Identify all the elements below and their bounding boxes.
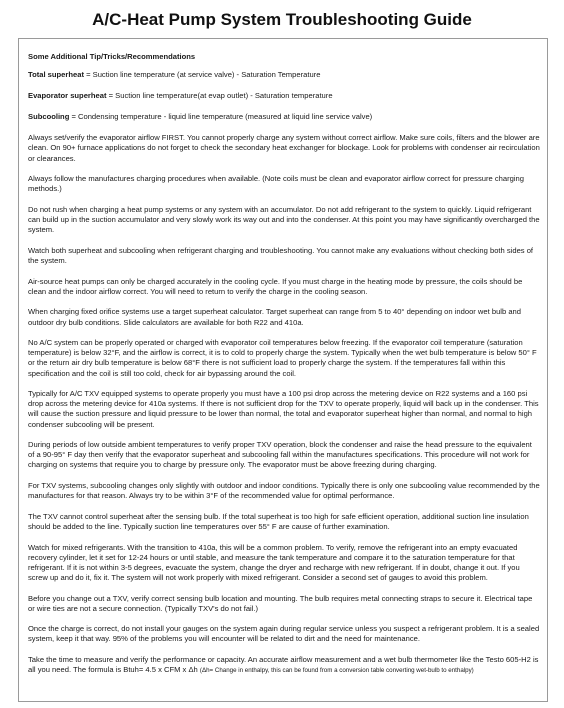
definition-text: = Suction line temperature (at service valve) - Saturation Temperature — [83, 70, 321, 80]
paragraph-sealed-system: Once the charge is correct, do not install your gauges on the system again during regular service unless you suspect a refrigerant problem. It is a sealed system, keep it that way. 95% of the problems you will encounter will be related to dirt and the need for maintenance. — [28, 624, 540, 644]
paragraph-manufacturer-procedures: Always follow the manufactures charging procedures when available. (Note coils must be clean and evaporator airflow correct for pressure charging methods.) — [28, 174, 524, 194]
paragraph-freezing: No A/C system can be properly operated or charged with evaporator coil temperatures below freezing. If the evaporator coil temperature (saturation temperature) is below 32°F, and the airflow is correct, it is to cold to properly charge the system. Typically when the wet bulb temperature is below 50° F or the return air dry bulb temperature is below 68°F there is not sufficient load to properly charge the system. If the temperatures fall within this specification and the coil is still too cold, check for air bypassing around the coil. — [28, 338, 537, 378]
section-heading: Some Additional Tip/Tricks/Recommendations — [28, 52, 196, 61]
paragraph-mixed-refrigerants: Watch for mixed refrigerants. With the transition to 410a, this will be a common problem. To verify, remove the refrigerant into an empty evacuated recovery cylinder, let it set for 12-24 hours or until stable, and measure the tank temperature and compare it to the saturation temperature for that refrigerant. If it is not within 3-5 degrees, evacuate the system, change the dryer and recharge with new refrigerant. If in doubt, change it out. If you screw up and do it, fix it. The system will not work properly with mixed refrigerant. Consider a second set of gauges to avoid this problem. — [28, 542, 520, 582]
definition-text: = Condensing temperature - liquid line temperature (measured at liquid line service valve) — [69, 112, 373, 122]
content-area — [28, 52, 540, 676]
paragraph-txv-bulb-mounting: Before you change out a TXV, verify correct sensing bulb location and mounting. The bulb requires metal connecting straps to secure it. Electrical tape or wire ties are not a secure connection. (Typically TXV's do not fail.) — [28, 593, 533, 613]
paragraph-cooling-cycle: Air-source heat pumps can only be charged accurately in the cooling cycle. If you must charge in the heating mode by pressure, the coils should be clean and the indoor airflow correct. You will need to return to verify the charge in the cooling season. — [28, 276, 523, 296]
paragraph-capacity — [28, 655, 540, 676]
paragraph-sensing-bulb-superheat: The TXV cannot control superheat after the sensing bulb. If the total superheat is too high for safe efficient operation, additional suction line insulation should be added to the line. Typically suction line temperatures over 55° F are cause of further examination. — [28, 511, 529, 531]
enthalpy-note: (Δh= Change in enthalpy, this can be found from a conversion table converting wet-bulb to enthalpy) — [199, 667, 474, 675]
definition-term: Evaporator superheat — [28, 91, 107, 101]
definition-total-superheat — [28, 70, 540, 80]
definition-term: Total superheat — [28, 70, 84, 80]
capacity-text: Take the time to measure and verify the performance or capacity. An accurate airflow measurement and a wet bulb thermometer like the Testo 605-H2 is all you need. The formula is Btuh= 4.5 x CFM x Δh — [28, 655, 539, 675]
page-title: A/C-Heat Pump System Troubleshooting Guide — [92, 10, 472, 29]
paragraph-txv-subcooling: For TXV systems, subcooling changes only slightly with outdoor and indoor conditions. Typically there is only one subcooling value recommended by the manufactures for that reason. Always try to be within 3°F of the recommended value for optimal performance. — [28, 481, 540, 501]
paragraph-txv-pressure-drop: Typically for A/C TXV equipped systems to operate properly you must have a 100 psi drop across the metering device on R22 systems and a 160 psi drop across the metering device for 410a systems. If there is not sufficient drop for the TXV to operate properly, liquid will back up in the condenser. This will cause the suction pressure and liquid pressure to be lower than normal, the total and evaporator superheat higher than normal, and normal to high condenser subcooling will be present. — [28, 389, 539, 429]
definition-text: = Suction line temperature(at evap outlet) - Saturation temperature — [106, 91, 333, 101]
definition-subcooling — [28, 112, 540, 122]
paragraph-superheat-subcooling: Watch both superheat and subcooling when refrigerant charging and troubleshooting. You cannot make any evaluations without checking both sides of the system. — [28, 245, 534, 265]
paragraph-airflow: Always set/verify the evaporator airflow FIRST. You cannot properly charge any system without correct airflow. Make sure coils, filters and the blower are clean. On 90+ furnace applications do not forget to check the secondary heat exchanger for blockage. Look for problems with condenser air recirculation or clearances. — [28, 133, 540, 163]
paragraph-low-ambient: During periods of low outside ambient temperatures to verify proper TXV operation, block the condenser and raise the head pressure to the equivalent of a 90-95° F day then verify that the evaporator superheat and subcooling fall within the manufactures specifications. This procedure will not work for charging on systems that require you to charge by pressure only. The evaporator must be above freezing during charging. — [28, 440, 532, 470]
definition-evaporator-superheat — [28, 91, 540, 101]
paragraph-fixed-orifice: When charging fixed orifice systems use a target superheat calculator. Target superheat can range from 5 to 40° depending on indoor wet bulb and outdoor dry bulb conditions. Slide calculators are available for both R22 and 410a. — [28, 307, 521, 327]
definition-term: Subcooling — [28, 112, 70, 122]
paragraph-heat-pump-charging: Do not rush when charging a heat pump systems or any system with an accumulator. Do not add refrigerant to the system to quickly. Liquid refrigerant can build up in the suction accumulator and very slowly work its way out and into the condenser. At this point you may have significantly overcharged the system. — [28, 205, 540, 235]
